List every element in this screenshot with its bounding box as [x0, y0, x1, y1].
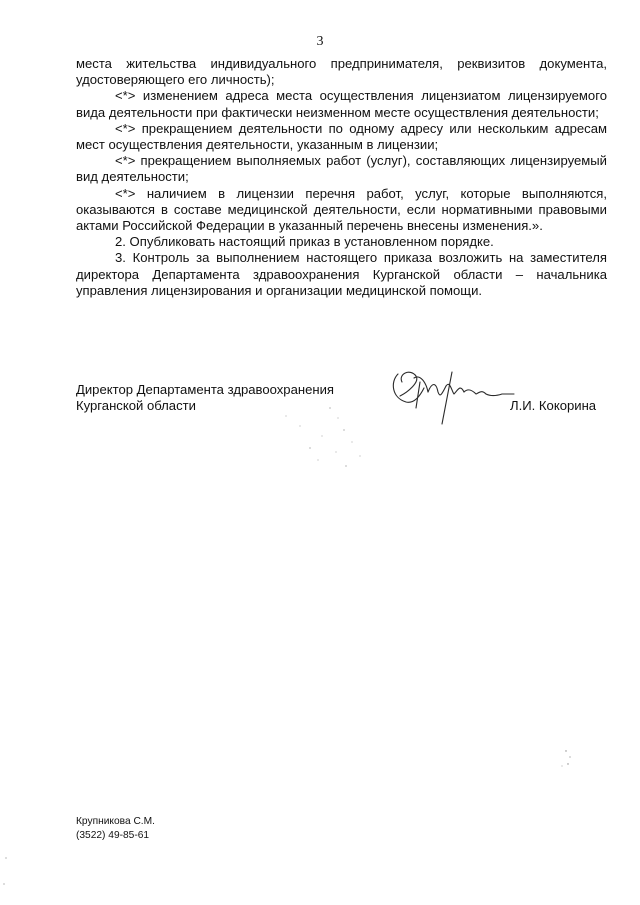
- paragraph: 2. Опубликовать настоящий приказ в установленном порядке.: [115, 234, 494, 250]
- executor-phone: (3522) 49-85-61: [76, 829, 150, 841]
- paragraph: <*> изменением адреса места осуществления лицензиатом лицензируемого вида деятельности при фактически неизменном месте осуществления деятельности;: [76, 88, 607, 120]
- paragraph: 3. Контроль за выполнением настоящего приказа возложить на заместителя директора Департамента здравоохранения Курганской области – начальника управления лицензирования и организации медицинской помощи.: [76, 250, 607, 298]
- signatory-position-line: Директор Департамента здравоохранения: [76, 382, 335, 397]
- paragraph: места жительства индивидуального предпринимателя, реквизитов документа, удостоверяющего его личность);: [76, 56, 607, 88]
- page-number: 3: [316, 34, 324, 49]
- document-body: [76, 56, 607, 299]
- paragraph: <*> прекращением выполняемых работ (услуг), составляющих лицензируемый вид деятельности;: [76, 153, 607, 185]
- signatory-name: Л.И. Кокорина: [510, 398, 597, 413]
- signatory-position: [76, 382, 334, 414]
- document-footer: [76, 815, 155, 842]
- paragraph: <*> прекращением деятельности по одному адресу или нескольким адресам мест осуществления деятельности, указанным в лицензии;: [76, 120, 607, 153]
- handwritten-signature: [380, 352, 520, 432]
- paragraph: <*> наличием в лицензии перечня работ, услуг, которые выполняются, оказываются в составе медицинской деятельности, если нормативными правовыми актами Российской Федерации в указанный перечень внесены изменения.».: [76, 185, 607, 234]
- signatory-position-line: Курганской области: [76, 398, 196, 414]
- executor-name: Крупникова С.М.: [76, 816, 155, 827]
